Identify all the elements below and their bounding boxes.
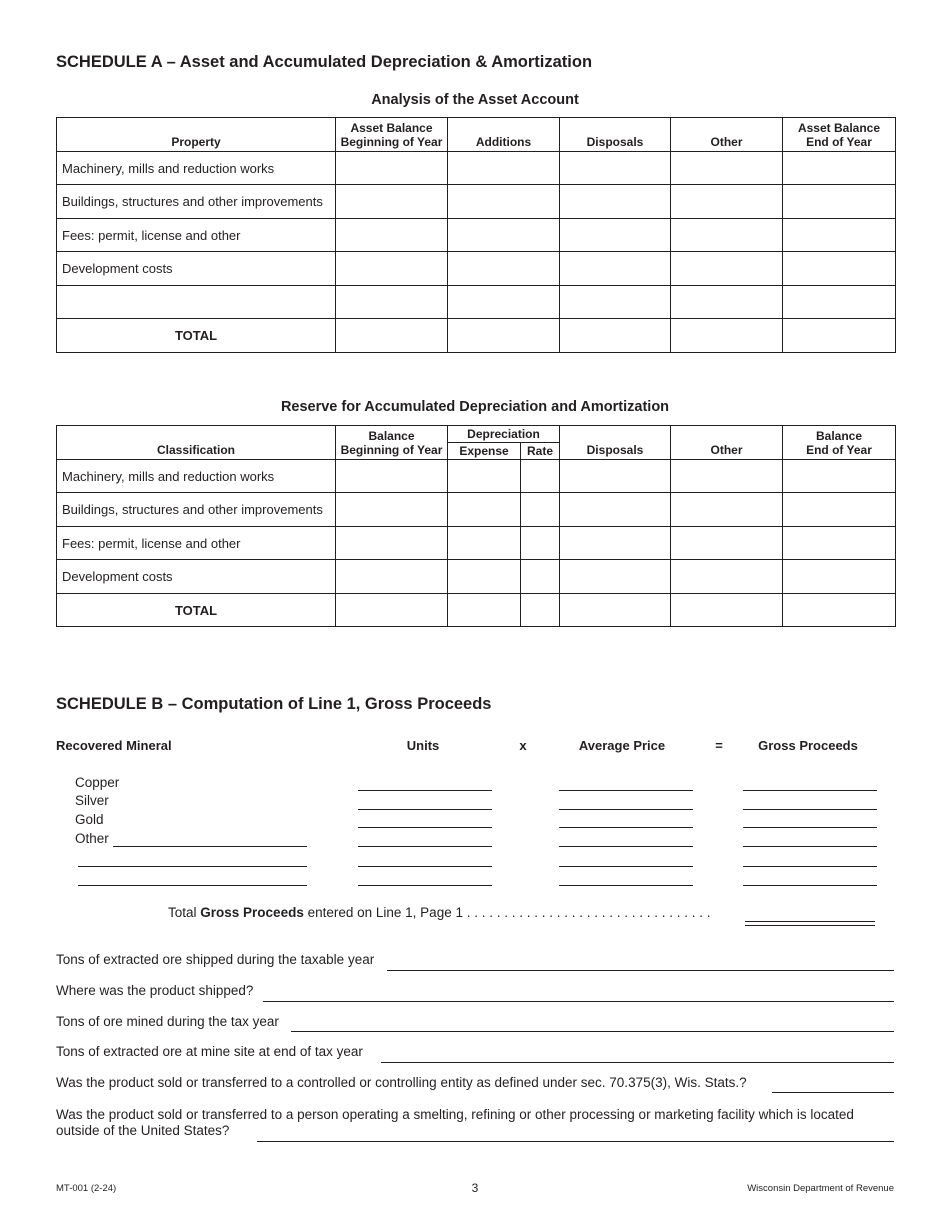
header-times-sign: x — [519, 738, 527, 753]
input-cell[interactable] — [671, 460, 783, 493]
question-tons-at-site: Tons of extracted ore at mine site at end of tax year — [56, 1044, 363, 1059]
header-disposals: Disposals — [560, 426, 671, 460]
input-cell[interactable] — [448, 219, 560, 252]
average-price-input[interactable] — [559, 846, 693, 847]
other-mineral-input[interactable] — [78, 866, 307, 867]
input-cell[interactable] — [448, 493, 521, 527]
controlled-entity-input[interactable] — [772, 1092, 894, 1093]
header-expense: Expense — [448, 443, 521, 460]
header-recovered-mineral: Recovered Mineral — [56, 738, 172, 753]
table-row — [57, 527, 896, 560]
header-other: Other — [671, 118, 783, 152]
input-cell[interactable] — [671, 527, 783, 560]
header-depreciation: Depreciation — [448, 426, 560, 443]
header-units: Units — [406, 738, 440, 753]
row-label-blank[interactable] — [57, 286, 336, 319]
input-cell[interactable] — [336, 185, 448, 219]
row-label: Buildings, structures and other improvements — [57, 185, 336, 219]
tons-at-site-input[interactable] — [381, 1062, 894, 1063]
input-cell[interactable] — [783, 460, 896, 493]
row-label: Fees: permit, license and other — [57, 219, 336, 252]
header-additions: Additions — [448, 118, 560, 152]
table-row — [57, 152, 896, 185]
input-cell[interactable] — [560, 152, 671, 185]
input-cell[interactable] — [783, 185, 896, 219]
input-cell[interactable] — [336, 286, 448, 319]
tons-mined-input[interactable] — [291, 1031, 894, 1032]
foreign-facility-input[interactable] — [257, 1141, 894, 1142]
header-property: Property — [57, 118, 336, 152]
table-row — [57, 286, 896, 319]
total-gross-proceeds-label: Total Gross Proceeds entered on Line 1, Page 1 . . . . . . . . . . . . . . . . . . . . . . . . . . . . . . . . . — [168, 905, 711, 920]
input-cell[interactable] — [560, 252, 671, 286]
input-cell[interactable] — [560, 527, 671, 560]
row-label: Machinery, mills and reduction works — [57, 152, 336, 185]
input-cell[interactable] — [336, 319, 448, 353]
input-cell[interactable] — [336, 527, 448, 560]
total-gross-proceeds-input[interactable] — [745, 921, 875, 926]
input-cell[interactable] — [560, 594, 671, 627]
total-label: TOTAL — [57, 594, 336, 627]
header-begin-balance: Asset Balance Beginning of Year — [336, 118, 448, 152]
average-price-input[interactable] — [559, 866, 693, 867]
input-cell[interactable] — [448, 185, 560, 219]
gross-proceeds-input[interactable] — [743, 866, 877, 867]
input-cell[interactable] — [336, 560, 448, 594]
table-row — [57, 219, 896, 252]
gross-proceeds-input[interactable] — [743, 846, 877, 847]
table-row — [57, 185, 896, 219]
units-input[interactable] — [358, 846, 492, 847]
gross-proceeds-input[interactable] — [743, 885, 877, 886]
header-rate: Rate — [521, 443, 560, 460]
where-shipped-input[interactable] — [263, 1001, 894, 1002]
header-equals-sign: = — [715, 738, 723, 753]
input-cell[interactable] — [671, 252, 783, 286]
input-cell[interactable] — [671, 493, 783, 527]
question-where-shipped: Where was the product shipped? — [56, 983, 254, 998]
input-cell[interactable] — [448, 594, 521, 627]
other-mineral-input[interactable] — [113, 846, 307, 847]
row-label: Development costs — [57, 560, 336, 594]
tons-shipped-input[interactable] — [387, 970, 894, 971]
input-cell[interactable] — [783, 527, 896, 560]
input-cell[interactable] — [521, 527, 560, 560]
asset-account-table — [56, 117, 896, 353]
units-input[interactable] — [358, 885, 492, 886]
header-begin-balance: Balance Beginning of Year — [336, 426, 448, 460]
row-label: Fees: permit, license and other — [57, 527, 336, 560]
header-other: Other — [671, 426, 783, 460]
question-tons-shipped: Tons of extracted ore shipped during the taxable year — [56, 952, 375, 967]
input-cell[interactable] — [560, 286, 671, 319]
reserve-table-title: Reserve for Accumulated Depreciation and Amortization — [280, 399, 670, 415]
input-cell[interactable] — [783, 493, 896, 527]
input-cell[interactable] — [448, 319, 560, 353]
input-cell[interactable] — [783, 560, 896, 594]
input-cell[interactable] — [521, 460, 560, 493]
form-id: MT-001 (2-24) — [56, 1183, 117, 1194]
input-cell[interactable] — [783, 286, 896, 319]
question-controlled-entity: Was the product sold or transferred to a controlled or controlling entity as defined under sec. 70.375(3), Wis. Stats.? — [56, 1075, 747, 1090]
mineral-label: Silver — [75, 793, 109, 808]
input-cell[interactable] — [336, 219, 448, 252]
input-cell[interactable] — [560, 560, 671, 594]
units-input[interactable] — [358, 827, 492, 828]
average-price-input[interactable] — [559, 885, 693, 886]
header-classification: Classification — [57, 426, 336, 460]
input-cell[interactable] — [336, 252, 448, 286]
table-row — [57, 560, 896, 594]
average-price-input[interactable] — [559, 809, 693, 810]
input-cell[interactable] — [560, 319, 671, 353]
question-foreign-facility: Was the product sold or transferred to a person operating a smelting, refining or other processing or marketing facility which is located outside of the United States? — [56, 1107, 854, 1138]
table-row-total — [57, 319, 896, 353]
table-row-total — [57, 594, 896, 627]
row-label: Development costs — [57, 252, 336, 286]
input-cell[interactable] — [336, 493, 448, 527]
input-cell[interactable] — [783, 594, 896, 627]
page-number: 3 — [471, 1181, 479, 1195]
input-cell[interactable] — [671, 152, 783, 185]
schedule-b-title: SCHEDULE B – Computation of Line 1, Gross Proceeds — [56, 695, 492, 713]
units-input[interactable] — [358, 866, 492, 867]
input-cell[interactable] — [448, 152, 560, 185]
input-cell[interactable] — [560, 219, 671, 252]
input-cell[interactable] — [521, 594, 560, 627]
row-label: Buildings, structures and other improvements — [57, 493, 336, 527]
units-input[interactable] — [358, 790, 492, 791]
input-cell[interactable] — [560, 185, 671, 219]
header-gross-proceeds: Gross Proceeds — [758, 738, 858, 753]
input-cell[interactable] — [448, 527, 521, 560]
header-disposals: Disposals — [560, 118, 671, 152]
input-cell[interactable] — [783, 252, 896, 286]
input-cell[interactable] — [560, 460, 671, 493]
input-cell[interactable] — [521, 493, 560, 527]
gross-proceeds-input[interactable] — [743, 790, 877, 791]
input-cell[interactable] — [336, 152, 448, 185]
input-cell[interactable] — [783, 219, 896, 252]
input-cell[interactable] — [671, 185, 783, 219]
mineral-label: Gold — [75, 812, 104, 827]
other-mineral-input[interactable] — [78, 885, 307, 886]
input-cell[interactable] — [448, 252, 560, 286]
reserve-table — [56, 425, 896, 627]
average-price-input[interactable] — [559, 827, 693, 828]
input-cell[interactable] — [783, 152, 896, 185]
input-cell[interactable] — [336, 594, 448, 627]
gross-proceeds-input[interactable] — [743, 809, 877, 810]
input-cell[interactable] — [521, 560, 560, 594]
input-cell[interactable] — [448, 460, 521, 493]
input-cell[interactable] — [671, 286, 783, 319]
input-cell[interactable] — [671, 319, 783, 353]
input-cell[interactable] — [671, 594, 783, 627]
table-row — [57, 460, 896, 493]
header-end-balance: Balance End of Year — [783, 426, 896, 460]
agency-name: Wisconsin Department of Revenue — [747, 1183, 894, 1194]
table-row — [57, 493, 896, 527]
question-tons-mined: Tons of ore mined during the tax year — [56, 1014, 279, 1029]
input-cell[interactable] — [671, 560, 783, 594]
average-price-input[interactable] — [559, 790, 693, 791]
input-cell[interactable] — [336, 460, 448, 493]
gross-proceeds-input[interactable] — [743, 827, 877, 828]
input-cell[interactable] — [560, 493, 671, 527]
header-average-price: Average Price — [578, 738, 666, 753]
total-label: TOTAL — [57, 319, 336, 353]
units-input[interactable] — [358, 809, 492, 810]
input-cell[interactable] — [783, 319, 896, 353]
table-row — [57, 252, 896, 286]
mineral-label: Other — [75, 831, 109, 846]
mineral-label: Copper — [75, 775, 120, 790]
input-cell[interactable] — [448, 560, 521, 594]
schedule-a-title: SCHEDULE A – Asset and Accumulated Depreciation & Amortization — [56, 53, 593, 71]
input-cell[interactable] — [448, 286, 560, 319]
asset-table-title: Analysis of the Asset Account — [371, 92, 579, 108]
row-label: Machinery, mills and reduction works — [57, 460, 336, 493]
header-end-balance: Asset Balance End of Year — [783, 118, 896, 152]
input-cell[interactable] — [671, 219, 783, 252]
